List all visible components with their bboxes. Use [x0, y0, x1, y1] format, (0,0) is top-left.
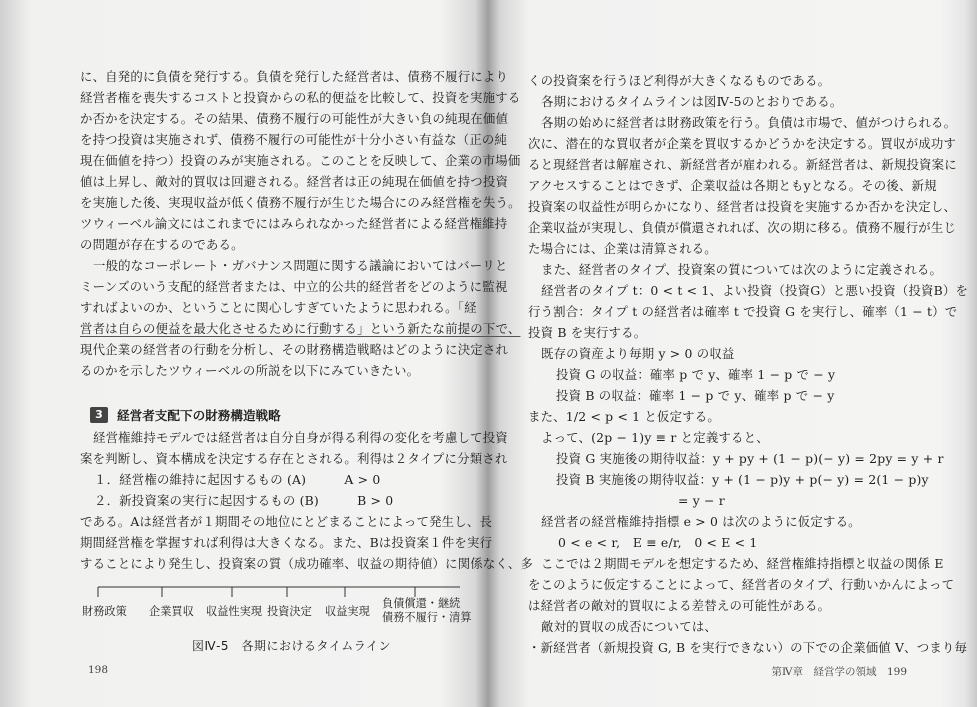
- timeline-label: 収益性実現: [206, 605, 262, 618]
- text-line: 敵対的買収の成否については、: [541, 619, 718, 634]
- text-line: くの投資案を行うほど利得が大きくなるものである。: [528, 73, 831, 88]
- timeline-label: 収益実現: [325, 605, 370, 618]
- figure-caption: 図Ⅳ-5 各期におけるタイムライン: [192, 639, 391, 653]
- text-line: また、経営者のタイプ、投資案の質については次のように定義される。: [541, 262, 943, 277]
- formula-line: 0 < e < r, E ≡ e/r, 0 < E < 1: [558, 535, 758, 550]
- text-line: ミーンズのいう支配的経営者または、中立的公共的経営者をどのように監視: [80, 279, 508, 294]
- timeline-label-line: 債務不履行・清算: [382, 611, 472, 624]
- left-text-block-2: [80, 427, 533, 574]
- underlined-text-line: 営者は自らの便益を最大化させるために行動する」という新たな前提の下で、: [80, 321, 521, 336]
- text-line: また、1/2 < p < 1 と仮定する。: [528, 409, 720, 424]
- section-number-badge: 3: [90, 407, 108, 423]
- formula-line: 投資 G の収益：確率 p で y、確率 1 − p で − y: [556, 367, 836, 382]
- formula-line: = y − r: [678, 493, 725, 508]
- right-text-block: [528, 70, 968, 658]
- text-line: の問題が存在するのである。: [80, 237, 244, 252]
- text-line: すればよいのか、ということに関心しすぎていたように思われる。「経: [80, 300, 477, 315]
- list-item-label: １．経営権の維持に起因するもの (A): [94, 472, 307, 487]
- text-line: 企業収益が実現し、負債が償還されれば、次の期に移る。債務不履行が生じ: [528, 220, 957, 235]
- list-item: [80, 469, 533, 490]
- text-line: 期間経営権を掌握すれば利得は大きくなる。また、Bは投資案１件を実行: [80, 535, 493, 550]
- text-line: 現代企業の経営者の行動を分析し、その財務構造戦略はどのように決定され: [80, 342, 509, 357]
- list-item-condition: B > 0: [357, 493, 394, 508]
- timeline-label-line: 負債償還・継続: [382, 597, 461, 610]
- text-line: 経営者の経営権維持指標 e > 0 は次のように仮定する。: [541, 514, 861, 529]
- timeline-label: 投資決定: [267, 605, 312, 618]
- text-line: 一般的なコーポレート・ガバナンス問題に関する議論においてはバーリと: [93, 258, 508, 273]
- text-line: することにより発生し、投資案の質（成功確率、収益の期待値）に関係なく、多: [80, 556, 534, 571]
- text-line: である。Aは経営者が１期間その地位にとどまることによって発生し、長: [80, 514, 493, 529]
- text-line: ると現経営者は解雇され、新経営者が雇われる。新経営者は、新規投資案に: [528, 157, 957, 172]
- right-page: [490, 0, 977, 707]
- page-number: 198: [88, 664, 109, 676]
- list-item-condition: A > 0: [344, 472, 381, 487]
- text-line: 既存の資産より毎期 y > 0 の収益: [541, 346, 735, 361]
- text-line: ツウィーベル論文にはこれまでにはみられなかった経営者による経営権維持: [80, 216, 508, 231]
- section-title: 経営者支配下の財務構造戦略: [117, 408, 281, 423]
- list-item-label: ２．新投資案の実行に起因するもの (B): [94, 493, 319, 508]
- formula-line: 投資 G 実施後の期待収益：y + py + (1 − p)(− y) = 2py = y + r: [556, 451, 944, 466]
- timeline-figure: [82, 583, 472, 643]
- timeline-label: 財務政策: [82, 605, 127, 618]
- page-number: 第Ⅳ章 経営学の領域 199: [771, 666, 907, 678]
- text-line: 各期におけるタイムラインは図Ⅳ-5のとおりである。: [541, 94, 843, 109]
- text-line: 各期の始めに経営者は財務政策を行う。負債は市場で、値がつけられる。: [541, 115, 957, 130]
- text-line: 行う割合：タイプ t の経営者は確率 t で投資 G を実行し、確率（1 − t）で: [528, 304, 958, 319]
- text-line: 投資 B を実行する。: [528, 325, 647, 340]
- timeline-label-final: [382, 597, 472, 625]
- text-line: 次に、潜在的な買収者が企業を買収するかどうかを決定する。買収が成功す: [528, 136, 957, 151]
- text-line: ・新経営者（新規投資 G, B を実行できない）の下での企業価値 V、つまり毎: [528, 640, 968, 655]
- text-line: 経営権維持モデルでは経営者は自分自身が得る利得の変化を考慮して投資: [93, 430, 508, 445]
- formula-line: 投資 B の収益：確率 1 − p で y、確率 p で − y: [556, 388, 835, 403]
- text-line: 案を判断し、資本構成を決定する存在とされる。利得は２タイプに分類され: [80, 451, 508, 466]
- text-line: に、自発的に負債を発行する。負債を発行した経営者は、債務不履行により: [80, 69, 509, 84]
- formula-line: 投資 B 実施後の期待収益：y + (1 − p)y + p(− y) = 2(1 − p)y: [556, 472, 929, 487]
- left-text-block: [80, 66, 521, 381]
- text-line: よって、(2p − 1)y ≡ r と定義すると、: [541, 430, 769, 445]
- list-item: [80, 490, 533, 511]
- text-line: 経営者権を喪失するコストと投資からの私的便益を比較して、投資を実施する: [80, 90, 521, 105]
- text-line: た場合には、企業は清算される。: [528, 241, 717, 256]
- text-line: 値は上昇し、敵対的買収は回避される。経営者は正の純現在価値を持つ投資: [80, 174, 509, 189]
- text-line: ここでは２期間モデルを想定するため、経営権維持指標と収益の関係 E: [541, 556, 944, 571]
- timeline-label: 企業買収: [149, 605, 194, 618]
- text-line: 投資案の収益性が明らかになり、経営者は投資を実施するか否かを決定し、: [528, 199, 957, 214]
- text-line: を持つ投資は実施されず、債務不履行の可能性が十分小さい有益な（正の純: [80, 132, 508, 147]
- text-line: 現在価値を持つ）投資のみが実施される。このことを反映して、企業の市場価: [80, 153, 521, 168]
- section-heading: [90, 405, 281, 424]
- text-line: アクセスすることはできず、企業収益は各期ともyとなる。その後、新規: [528, 178, 937, 193]
- text-line: を実施した後、実現収益が低く債務不履行が生じた場合にのみ経営権を失う。: [80, 195, 521, 210]
- text-line: るのかを示したツウィーベルの所説を以下にみていきたい。: [80, 363, 420, 378]
- text-line: 経営者のタイプ t：0 < t < 1、よい投資（投資G）と悪い投資（投資B）を: [541, 283, 969, 298]
- text-line: は経営者の敵対的買収による差替えの可能性がある。: [528, 598, 831, 613]
- text-line: をこのように仮定することによって、経営者のタイプ、行動いかんによって: [528, 577, 955, 592]
- text-line: か否かを決定する。その結果、債務不履行の可能性が大きい負の純現在価値: [80, 111, 509, 126]
